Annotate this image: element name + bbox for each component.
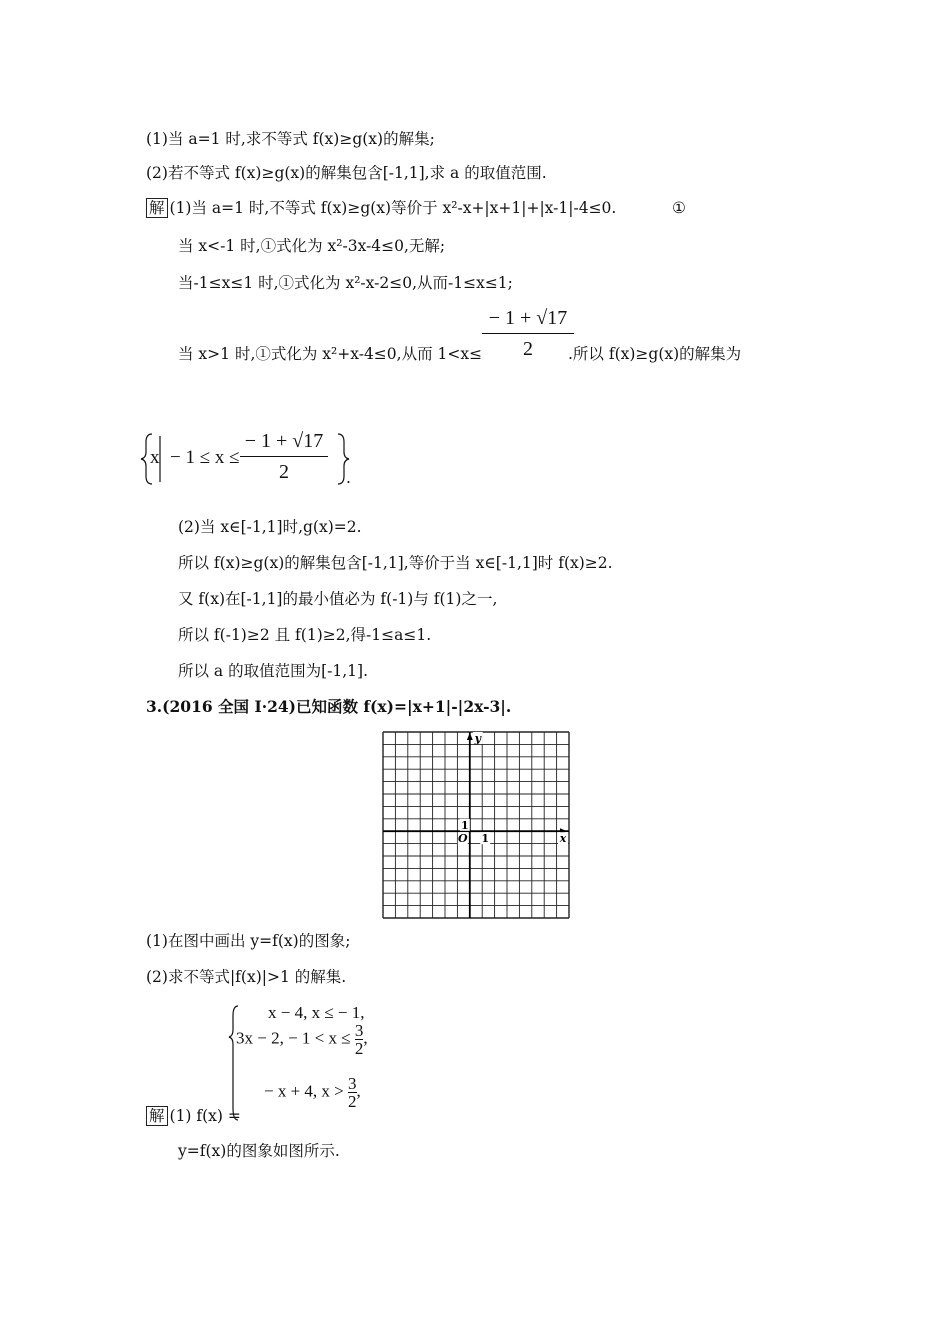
fraction-denominator: 2 <box>523 338 533 360</box>
piece-2-expr: 3x − 2, − 1 < x ≤ <box>236 1028 351 1048</box>
piecewise-brace <box>226 1004 240 1122</box>
solution-tag-2: 解 <box>146 1106 168 1126</box>
set-condition: − 1 ≤ x ≤ <box>170 447 240 468</box>
set-fraction <box>240 428 328 485</box>
question-2: (2)若不等式 f(x)≥g(x)的解集包含[-1,1],求 a 的取值范围. <box>146 164 547 182</box>
part2-line-2: 所以 f(x)≥g(x)的解集包含[-1,1],等价于当 x∈[-1,1]时 f(x)≥2. <box>178 554 613 572</box>
fraction-numerator: − 1 + √17 <box>488 307 568 329</box>
part2-line-3: 又 f(x)在[-1,1]的最小值必为 f(-1)与 f(1)之一, <box>178 590 498 608</box>
part2-line-1: (2)当 x∈[-1,1]时,g(x)=2. <box>178 518 362 536</box>
part2-line-4: 所以 f(-1)≥2 且 f(1)≥2,得-1≤a≤1. <box>178 626 432 644</box>
coordinate-grid <box>382 731 570 919</box>
origin-label: O <box>458 832 468 846</box>
set-variable: x <box>150 447 160 468</box>
y-axis-label: y <box>474 732 482 745</box>
x-tick-label: 1 <box>481 832 490 846</box>
piece-2-den: 2 <box>354 1039 364 1058</box>
question-1: (1)当 a=1 时,求不等式 f(x)≥g(x)的解集; <box>146 130 435 148</box>
set-fraction-denominator: 2 <box>279 461 289 483</box>
case-line-2: 当-1≤x≤1 时,①式化为 x²-x-2≤0,从而-1≤x≤1; <box>178 274 513 292</box>
y-axis-arrow <box>467 733 473 740</box>
piecewise-label: (1) f(x) = <box>169 1107 241 1125</box>
set-fraction-numerator: − 1 + √17 <box>244 430 324 452</box>
piece-2-end: , <box>363 1028 368 1048</box>
piece-2 <box>236 1022 368 1057</box>
case-line-3-post: .所以 f(x)≥g(x)的解集为 <box>568 345 742 363</box>
final-line: y=f(x)的图象如图所示. <box>178 1142 340 1160</box>
circle-marker: ① <box>672 199 686 217</box>
piece-1: x − 4, x ≤ − 1, <box>268 1003 365 1022</box>
x-axis-label: x <box>559 832 567 846</box>
piece-3-fraction <box>348 1075 357 1110</box>
case-line-3-pre: 当 x>1 时,①式化为 x²+x-4≤0,从而 1<x≤ <box>178 345 483 363</box>
set-fraction-bar <box>240 456 328 457</box>
piece-3-end: , <box>356 1081 361 1101</box>
problem-3-question-2: (2)求不等式|f(x)|>1 的解集. <box>146 968 347 986</box>
fraction-bar <box>482 333 574 334</box>
problem-3-question-1: (1)在图中画出 y=f(x)的图象; <box>146 932 351 950</box>
piece-3-expr: − x + 4, x > <box>264 1081 344 1101</box>
piece-3 <box>264 1075 361 1110</box>
solution-text: (1)当 a=1 时,不等式 f(x)≥g(x)等价于 x²-x+|x+1|+|x-1|-4≤0. <box>169 199 617 217</box>
y-tick-label: 1 <box>460 818 469 832</box>
piece-2-num: 3 <box>354 1021 364 1040</box>
solution-line-1 <box>146 198 616 218</box>
problem-3-heading: 3.(2016 全国 Ⅰ·24)已知函数 f(x)=|x+1|-|2x-3|. <box>146 697 512 716</box>
fraction-sqrt17 <box>482 305 574 362</box>
case-line-1: 当 x<-1 时,①式化为 x²-3x-4≤0,无解; <box>178 237 446 255</box>
piece-3-den: 2 <box>348 1092 357 1111</box>
piecewise-prefix <box>146 1106 241 1126</box>
piece-3-num: 3 <box>348 1074 357 1093</box>
solution-tag: 解 <box>146 198 168 218</box>
part2-line-5: 所以 a 的取值范围为[-1,1]. <box>178 662 369 680</box>
set-period: . <box>346 469 351 487</box>
